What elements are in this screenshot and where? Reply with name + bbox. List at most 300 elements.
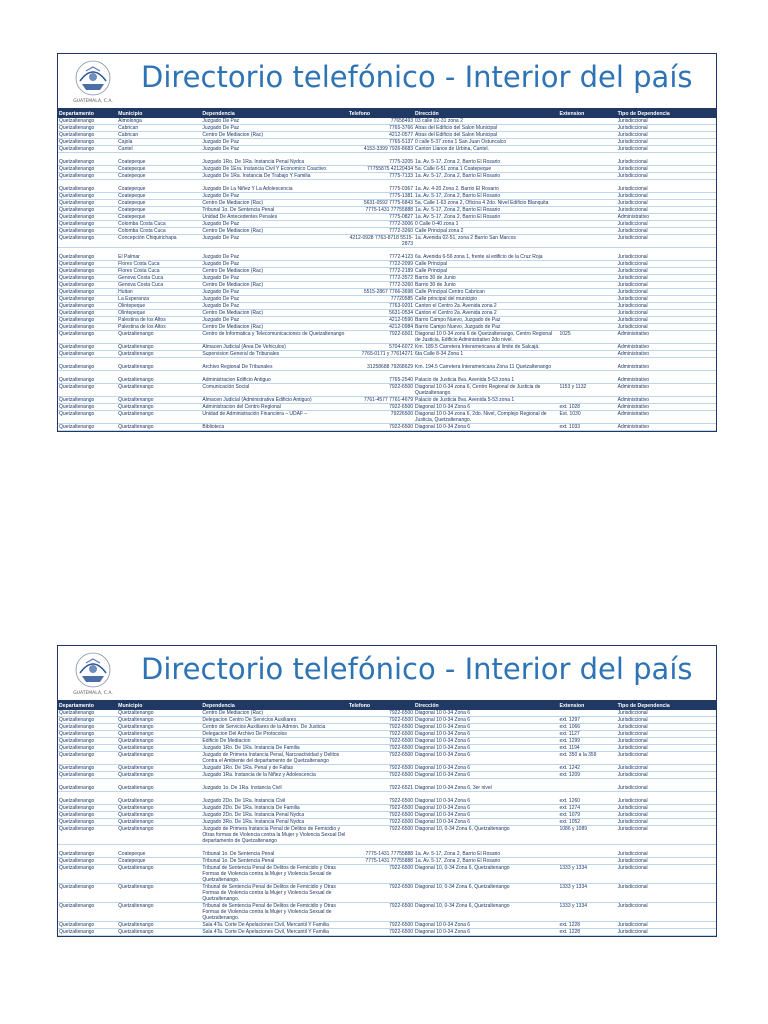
header-municipio: Municipio — [117, 702, 201, 710]
cell-direccion: 5a. Calle 6-51 zona 1 Coatepeque — [414, 166, 558, 173]
cell-telefono: 7922-6500 — [348, 738, 414, 745]
cell-telefono: 7922-6521 — [348, 785, 414, 792]
cell-dependencia: Juzgado De Paz — [201, 317, 347, 324]
cell-direccion: Km. 189.5 Carretera Interamericana al limite de Salcajá. — [414, 344, 558, 351]
cell-municipio: Coatepeque — [117, 173, 201, 180]
table-row — [58, 125, 716, 132]
cell-tipo: Jurisdiccional — [617, 324, 716, 331]
table-row — [58, 261, 716, 268]
cell-municipio: Coatepeque — [117, 207, 201, 214]
cell-direccion: Diagonal 10 0-34 Zona 6 — [414, 765, 558, 772]
cell-telefono: 7922-6500 — [348, 772, 414, 779]
cell-telefono: 7765-0171 y 77614271 — [348, 351, 414, 358]
table-row — [58, 132, 716, 139]
cell-direccion: Canton Llanos de Urbina, Cantel. — [414, 146, 558, 153]
cell-municipio: Cabrican — [117, 125, 201, 132]
header-tipo: Tipo de Dependencia — [617, 702, 716, 710]
cell-municipio: Quetzaltenango — [117, 351, 201, 358]
cell-telefono: 5704-6072 — [348, 344, 414, 351]
cell-tipo: Jurisdiccional — [617, 289, 716, 296]
table-row — [58, 228, 716, 235]
cell-extension — [558, 351, 616, 358]
cell-direccion: Diagonal 10 0-34 Zona 6 — [414, 819, 558, 826]
table-row — [58, 351, 716, 358]
cell-direccion: Km. 194.5 Carretera Interamericana Zona 11 Quetzaltenango — [414, 364, 558, 371]
cell-municipio: Genova Costa Cuca — [117, 282, 201, 289]
cell-direccion: Calle principal del municipio — [414, 296, 558, 303]
cell-departamento: Quetzaltenango — [58, 752, 117, 765]
cell-direccion: Calle Principal Centro Cabrican — [414, 289, 558, 296]
cell-extension — [558, 139, 616, 146]
cell-departamento: Quetzaltenango — [58, 132, 117, 139]
cell-telefono: 7922-6500 — [348, 929, 414, 936]
cell-tipo: Jurisdiccional — [617, 261, 716, 268]
cell-dependencia: Juzgado De Paz — [201, 221, 347, 228]
cell-direccion: Diagonal 10 0-34 Zona 6 — [414, 717, 558, 724]
cell-extension — [558, 146, 616, 153]
cell-extension — [558, 268, 616, 275]
cell-dependencia: Juzgado De Paz — [201, 261, 347, 268]
directory-page-2 — [57, 645, 717, 937]
cell-departamento: Quetzaltenango — [58, 146, 117, 153]
cell-tipo: Jurisdiccional — [617, 724, 716, 731]
table-row — [58, 344, 716, 351]
cell-extension: ext. 1242 — [558, 765, 616, 772]
cell-municipio: Coatepeque — [117, 858, 201, 865]
cell-departamento: Quetzaltenango — [58, 798, 117, 805]
cell-telefono: 7761-4577 7761-4679 — [348, 397, 414, 404]
cell-telefono: 7775-0827 — [348, 214, 414, 221]
cell-municipio: Quetzaltenango — [117, 812, 201, 819]
cell-tipo: Jurisdiccional — [617, 166, 716, 173]
cell-departamento: Quetzaltenango — [58, 922, 117, 929]
cell-tipo: Jurisdiccional — [617, 303, 716, 310]
cell-dependencia: Almacen Judicial (Area De Vehiculos) — [201, 344, 347, 351]
table-row — [58, 738, 716, 745]
cell-telefono: 7775-3205 — [348, 159, 414, 166]
cell-municipio: Concepción Chiquirichapa — [117, 235, 201, 248]
cell-departamento: Quetzaltenango — [58, 364, 117, 371]
cell-municipio: Coatepeque — [117, 186, 201, 193]
cell-dependencia: Juzgado De Paz — [201, 235, 347, 248]
cell-dependencia: Edificio De Mediacion — [201, 738, 347, 745]
cell-extension — [558, 207, 616, 214]
cell-direccion: Atras del Edificio del Salon Municipal — [414, 125, 558, 132]
cell-municipio: Cajola — [117, 139, 201, 146]
cell-extension — [558, 296, 616, 303]
cell-telefono: 7772-3260 — [348, 228, 414, 235]
cell-municipio: Quetzaltenango — [117, 717, 201, 724]
table-row — [58, 805, 716, 812]
cell-telefono: 7772-4123 — [348, 254, 414, 261]
table-row — [58, 303, 716, 310]
cell-tipo: Jurisdiccional — [617, 717, 716, 724]
cell-dependencia: Juzgado de Primera Instancia Penal de Delitos de Femicidio y Otras formas de Violencia contra la Mujer y Violencia Sexual Del departamento de Quetzaltenango — [201, 826, 347, 845]
table-row — [58, 772, 716, 779]
cell-dependencia: Juzgado De 1Ra. Instancia De Trabajo Y Familia — [201, 173, 347, 180]
cell-tipo: Jurisdiccional — [617, 922, 716, 929]
cell-tipo: Jurisdiccional — [617, 146, 716, 153]
cell-departamento: Quetzaltenango — [58, 903, 117, 922]
cell-extension — [558, 282, 616, 289]
cell-extension — [558, 221, 616, 228]
cell-dependencia: Archivo Regional De Tribunales — [201, 364, 347, 371]
cell-dependencia: Juzgado De 1Era. Instancia Civil Y Economico Coactivo — [201, 166, 347, 173]
cell-telefono: 7772-3572 — [348, 275, 414, 282]
cell-direccion: Atras del Edificio del Salon Municipal — [414, 132, 558, 139]
cell-departamento: Quetzaltenango — [58, 275, 117, 282]
table-row — [58, 411, 716, 424]
cell-departamento: Quetzaltenango — [58, 331, 117, 344]
table-row — [58, 765, 716, 772]
cell-tipo: Jurisdiccional — [617, 731, 716, 738]
table-row — [58, 724, 716, 731]
cell-departamento: Quetzaltenango — [58, 207, 117, 214]
cell-municipio: Quetzaltenango — [117, 929, 201, 936]
cell-direccion: 1a. Av. 5-17, Zona 2, Barrio El Rosario — [414, 858, 558, 865]
table-row — [58, 424, 716, 431]
cell-departamento: Quetzaltenango — [58, 139, 117, 146]
cell-direccion: Diagonal 10 0-34 Zona 6 — [414, 798, 558, 805]
cell-direccion: 0 Calle 0-40 zona 1 — [414, 221, 558, 228]
cell-dependencia: Juzgado De Paz — [201, 146, 347, 153]
header-departamento: Departamento — [58, 702, 117, 710]
cell-direccion: Calle Principal zona 2 — [414, 228, 558, 235]
cell-dependencia: Almacen Judicial (Administrativa Edificio Antiguo) — [201, 397, 347, 404]
cell-municipio: Coatepeque — [117, 851, 201, 858]
cell-telefono: 7922-6500 — [348, 717, 414, 724]
cell-tipo: Administrativo — [617, 331, 716, 344]
cell-dependencia: Centro De Mediacion (Rac) — [201, 282, 347, 289]
cell-direccion: Diagonal 10 0-34 Zona 6, 3er nivel — [414, 785, 558, 792]
cell-extension — [558, 303, 616, 310]
cell-dependencia: Juzgado 2Do. De 1Ra. Instancia Civil — [201, 798, 347, 805]
cell-direccion: Barrio 30 de Junio — [414, 275, 558, 282]
cell-dependencia: Centro De Mediacion (Rac) — [201, 324, 347, 331]
cell-tipo: Jurisdiccional — [617, 851, 716, 858]
cell-municipio: Palestina de los Altos — [117, 317, 201, 324]
cell-telefono: 7922-6500 — [348, 819, 414, 826]
cell-extension: 1333 y 1334 — [558, 884, 616, 903]
cell-telefono: 4153-3399 7926-8683 — [348, 146, 414, 153]
cell-municipio: Quetzaltenango — [117, 331, 201, 344]
page-title: Directorio telefónico - Interior del país — [141, 60, 693, 94]
cell-extension — [558, 125, 616, 132]
guatemala-seal-icon — [64, 649, 122, 697]
cell-extension — [558, 317, 616, 324]
cell-dependencia: Delegacion Centro De Servicios Auxiliares — [201, 717, 347, 724]
cell-tipo: Administrativo — [617, 384, 716, 397]
cell-direccion: 1a. Av. 5-17, Zona 2, Barrio El Rosario — [414, 851, 558, 858]
cell-departamento: Quetzaltenango — [58, 317, 117, 324]
cell-dependencia: Juzgado 1Ro. De 1Ra. Penal y de Faltas — [201, 765, 347, 772]
cell-departamento: Quetzaltenango — [58, 296, 117, 303]
cell-municipio: Quetzaltenango — [117, 805, 201, 812]
cell-dependencia: Administracion Edificio Antiguo — [201, 377, 347, 384]
cell-tipo: Jurisdiccional — [617, 132, 716, 139]
cell-municipio: Quetzaltenango — [117, 798, 201, 805]
cell-telefono: 7775-7133 — [348, 173, 414, 180]
cell-dependencia: Juzgado De Paz — [201, 118, 347, 125]
table-row — [58, 884, 716, 903]
cell-departamento: Quetzaltenango — [58, 214, 117, 221]
cell-departamento: Quetzaltenango — [58, 377, 117, 384]
cell-dependencia: Juzgado 1Ro. De 1Ra. Instancia Penal Nydca — [201, 159, 347, 166]
cell-tipo: Administrativo — [617, 404, 716, 411]
cell-dependencia: Centro de Servicios Auxiliares de la Admon. De Justicia — [201, 724, 347, 731]
cell-direccion: Diagonal 10 0-34 Zona 6 — [414, 745, 558, 752]
cell-direccion: Diagonal 10 0-34 zona 6 de Quetzaltenango, Centro Regional de Justicia, Edificio Administrativo 2do nivel. — [414, 331, 558, 344]
header-extension: Extension — [558, 110, 616, 118]
cell-dependencia: Centro De Mediacion (Rac) — [201, 310, 347, 317]
cell-departamento: Quetzaltenango — [58, 118, 117, 125]
header-departamento: Departamento — [58, 110, 117, 118]
cell-tipo: Jurisdiccional — [617, 884, 716, 903]
cell-extension — [558, 289, 616, 296]
cell-extension: ext. 1274 — [558, 805, 616, 812]
table-row — [58, 317, 716, 324]
cell-direccion: Barrio 30 de Junio — [414, 282, 558, 289]
cell-dependencia: Juzgado 1Ra. Instancia de la Niñez y Adolescencia — [201, 772, 347, 779]
cell-telefono: 7775-1431 77755888 — [348, 851, 414, 858]
cell-dependencia: Tribunal de Sentencia Penal de Delitos de Femicidio y Otras Formas de Violencia contra la Mujer y Violencia Sexual de Quetzaltenango. — [201, 865, 347, 884]
cell-dependencia: Juzgado De Paz — [201, 289, 347, 296]
cell-telefono: 7922-6500 — [348, 765, 414, 772]
table-header-row — [58, 702, 716, 710]
table-row — [58, 819, 716, 826]
cell-tipo: Jurisdiccional — [617, 235, 716, 248]
cell-departamento: Quetzaltenango — [58, 745, 117, 752]
cell-dependencia: Juzgado 1o. De 1Ra. Instancia Civil — [201, 785, 347, 792]
cell-tipo: Jurisdiccional — [617, 159, 716, 166]
cell-departamento: Quetzaltenango — [58, 254, 117, 261]
cell-extension: ext. 350 a la 359 — [558, 752, 616, 765]
header-dependencia: Dependencia — [201, 110, 347, 118]
cell-municipio: Quetzaltenango — [117, 424, 201, 431]
cell-departamento: Quetzaltenango — [58, 738, 117, 745]
cell-extension — [558, 397, 616, 404]
table-row — [58, 235, 716, 248]
cell-dependencia: Juzgado 1Ro. De 1Ra. Instancia De Familia — [201, 745, 347, 752]
cell-direccion: 1a. Av. 4-20 Zona 2, Barrio El Rosario — [414, 186, 558, 193]
cell-departamento: Quetzaltenango — [58, 710, 117, 717]
cell-extension: 1333 y 1334 — [558, 865, 616, 884]
cell-municipio: Cantel — [117, 146, 201, 153]
cell-telefono: 5515-2867 7766-3698 — [348, 289, 414, 296]
cell-telefono: 7922-6501 — [348, 331, 414, 344]
cell-telefono: 7775-0367 — [348, 186, 414, 193]
cell-direccion: Diagonal 10 0-34 Zona 6 — [414, 424, 558, 431]
cell-municipio: Huitan — [117, 289, 201, 296]
cell-telefono: 7775-1381 — [348, 193, 414, 200]
cell-municipio: Flores Costa Cuca — [117, 261, 201, 268]
cell-municipio: Flores Costa Cuca — [117, 268, 201, 275]
cell-extension: ext. 1127 — [558, 731, 616, 738]
cell-departamento: Quetzaltenango — [58, 310, 117, 317]
table-header-row — [58, 110, 716, 118]
cell-tipo: Administrativo — [617, 351, 716, 358]
cell-municipio: Coatepeque — [117, 200, 201, 207]
cell-tipo: Jurisdiccional — [617, 929, 716, 936]
cell-telefono: 79226500 — [348, 411, 414, 424]
cell-dependencia: Juzgado 2Do. De 1Ra. Instancia Penal Nydca — [201, 812, 347, 819]
cell-telefono: 7922-6500 — [348, 812, 414, 819]
table-row — [58, 384, 716, 397]
cell-tipo: Jurisdiccional — [617, 228, 716, 235]
table-row — [58, 214, 716, 221]
cell-telefono: 7922-6500 — [348, 424, 414, 431]
cell-telefono: 7772-2189 — [348, 268, 414, 275]
cell-telefono: 7922-6500 — [348, 903, 414, 922]
cell-departamento: Quetzaltenango — [58, 424, 117, 431]
cell-municipio: Quetzaltenango — [117, 922, 201, 929]
cell-telefono: 7922-6500 — [348, 865, 414, 884]
cell-extension — [558, 228, 616, 235]
cell-direccion: Diagonal 10 0-34 Zona 6 — [414, 404, 558, 411]
cell-municipio: Olintepeque — [117, 303, 201, 310]
cell-municipio: Quetzaltenango — [117, 752, 201, 765]
table-row — [58, 221, 716, 228]
table-row — [58, 310, 716, 317]
cell-dependencia: Tribunal 1o. De Sentencia Penal — [201, 207, 347, 214]
cell-telefono: 31258688 79268629 — [348, 364, 414, 371]
table-row — [58, 331, 716, 344]
cell-direccion: Diagonal 10 0-34 Zona 6 — [414, 922, 558, 929]
cell-direccion: Diagonal 10 0-34 Zona 6 — [414, 772, 558, 779]
cell-departamento: Quetzaltenango — [58, 166, 117, 173]
cell-dependencia: Unidad De Antecedentes Penales — [201, 214, 347, 221]
cell-dependencia: Centro De Mediacion (Rac) — [201, 268, 347, 275]
cell-direccion: Diagonal 10, 0-34 Zona 6, Quetzaltenango — [414, 826, 558, 845]
cell-tipo: Administrativo — [617, 377, 716, 384]
cell-tipo: Jurisdiccional — [617, 819, 716, 826]
cell-direccion: Diagonal 10, 0-34 Zona 6, Quetzaltenango — [414, 903, 558, 922]
cell-dependencia: Juzgado De Paz — [201, 193, 347, 200]
cell-dependencia: Sala 4Ta. Corte De Apelaciones Civil, Mercantil Y Familia — [201, 922, 347, 929]
cell-telefono: 4212-0928 7763-8718 5515-2873 — [349, 235, 414, 247]
cell-direccion: Diagonal 10 0-34 zona 6, 2do. Nivel, Complejo Regional de Justicia, Quetzaltenango. — [414, 411, 558, 424]
table-row — [58, 282, 716, 289]
cell-direccion: Barrio Campo Nuevo, Juzgado de Paz — [414, 317, 558, 324]
svg-text:GUATEMALA, C.A.: GUATEMALA, C.A. — [73, 691, 113, 696]
cell-extension: 1153 y 1132 — [558, 384, 616, 397]
cell-dependencia: Tribunal 1o. De Sentencia Penal — [201, 858, 347, 865]
cell-municipio: Almolonga — [117, 118, 201, 125]
cell-tipo: Jurisdiccional — [617, 785, 716, 792]
cell-tipo: Jurisdiccional — [617, 221, 716, 228]
cell-departamento: Quetzaltenango — [58, 858, 117, 865]
cell-direccion: Diagonal 10 0-34 Zona 6 — [414, 805, 558, 812]
cell-extension — [558, 200, 616, 207]
cell-dependencia: Juzgado de Primera Instancia Penal, Narcoactividad y Delitos Contra el Ambiente del departamento de Quetzaltenango — [201, 752, 347, 765]
cell-tipo: Jurisdiccional — [617, 317, 716, 324]
cell-departamento: Quetzaltenango — [58, 384, 117, 397]
cell-telefono: 7922-6500 — [348, 710, 414, 717]
cell-telefono: 7922-6500 — [348, 922, 414, 929]
cell-departamento: Quetzaltenango — [58, 351, 117, 358]
table-row — [58, 289, 716, 296]
cell-tipo: Jurisdiccional — [617, 193, 716, 200]
cell-departamento: Quetzaltenango — [58, 851, 117, 858]
cell-tipo: Jurisdiccional — [617, 282, 716, 289]
cell-municipio: Quetzaltenango — [117, 724, 201, 731]
cell-tipo: Administrativo — [617, 344, 716, 351]
header-municipio: Municipio — [117, 110, 201, 118]
cell-departamento: Quetzaltenango — [58, 865, 117, 884]
cell-departamento: Quetzaltenango — [58, 228, 117, 235]
header-tipo: Tipo de Dependencia — [617, 110, 716, 118]
svg-text:GUATEMALA, C.A.: GUATEMALA, C.A. — [73, 99, 113, 104]
cell-dependencia: Tribunal de Sentencia Penal de Delitos de Femicidio y Otras Formas de Violencia contra la Mujer y Violencia Sexual de Quetzaltenango. — [201, 903, 347, 922]
cell-telefono: 4212-0984 — [348, 324, 414, 331]
cell-tipo: Jurisdiccional — [617, 805, 716, 812]
directory-table — [58, 110, 716, 431]
cell-departamento: Quetzaltenango — [58, 411, 117, 424]
cell-extension: ext. 1228 — [558, 929, 616, 936]
cell-dependencia: Centro De Mediacion (Rac) — [201, 710, 347, 717]
cell-telefono: 7765-5137 — [348, 139, 414, 146]
cell-dependencia: Biblioteca — [201, 424, 347, 431]
table-row — [58, 858, 716, 865]
cell-municipio: Quetzaltenango — [117, 903, 201, 922]
cell-municipio: Colomba Costa Cuca — [117, 221, 201, 228]
cell-dependencia: Sala 4Ta. Corte De Apelaciones Civil, Mercantil Y Familia — [201, 929, 347, 936]
cell-departamento: Quetzaltenango — [58, 125, 117, 132]
page-banner — [58, 646, 716, 700]
cell-tipo: Jurisdiccional — [617, 826, 716, 845]
cell-municipio: Colomba Costa Cuca — [117, 228, 201, 235]
cell-telefono: 7775-1431 77755888 — [348, 207, 414, 214]
cell-direccion: Diagonal 10 0-34 Zona 6 — [414, 724, 558, 731]
cell-departamento: Quetzaltenango — [58, 717, 117, 724]
cell-extension: ext. 1052 — [558, 819, 616, 826]
cell-dependencia: Centro De Mediacion (Rac) — [201, 132, 347, 139]
cell-telefono: 7922-6500 — [348, 745, 414, 752]
table-body — [58, 710, 716, 936]
cell-departamento: Quetzaltenango — [58, 303, 117, 310]
cell-extension: 1025 — [558, 331, 616, 344]
table-row — [58, 324, 716, 331]
cell-municipio: Olintepeque — [117, 310, 201, 317]
table-body — [58, 118, 716, 431]
cell-municipio: Coatepeque — [117, 214, 201, 221]
cell-tipo: Jurisdiccional — [617, 765, 716, 772]
cell-telefono: 7772-3006 — [348, 221, 414, 228]
cell-municipio: Quetzaltenango — [117, 364, 201, 371]
cell-dependencia: Juzgado De Paz — [201, 139, 347, 146]
table-row — [58, 207, 716, 214]
cell-extension: ext. 1297 — [558, 717, 616, 724]
cell-telefono: 7922-6500 — [348, 884, 414, 903]
cell-dependencia: Supervision General de Tribunales — [201, 351, 347, 358]
cell-municipio: Quetzaltenango — [117, 826, 201, 845]
cell-extension — [558, 310, 616, 317]
cell-telefono: 77720585 — [348, 296, 414, 303]
cell-extension — [558, 324, 616, 331]
header-direccion: Dirección — [414, 110, 558, 118]
cell-direccion: 1a. Avenida 02-51, zona 2 Barrio San Marcos — [414, 235, 558, 248]
cell-dependencia: Juzgado De Paz — [201, 125, 347, 132]
cell-dependencia: Administracion del Centro Regional — [201, 404, 347, 411]
cell-departamento: Quetzaltenango — [58, 173, 117, 180]
page-banner — [58, 54, 716, 108]
cell-tipo: Jurisdiccional — [617, 200, 716, 207]
cell-municipio: Quetzaltenango — [117, 344, 201, 351]
cell-municipio: Palestina de los Altos — [117, 324, 201, 331]
header-direccion: Dirección — [414, 702, 558, 710]
cell-tipo: Administrativo — [617, 424, 716, 431]
cell-telefono: 7763-9201 — [348, 303, 414, 310]
